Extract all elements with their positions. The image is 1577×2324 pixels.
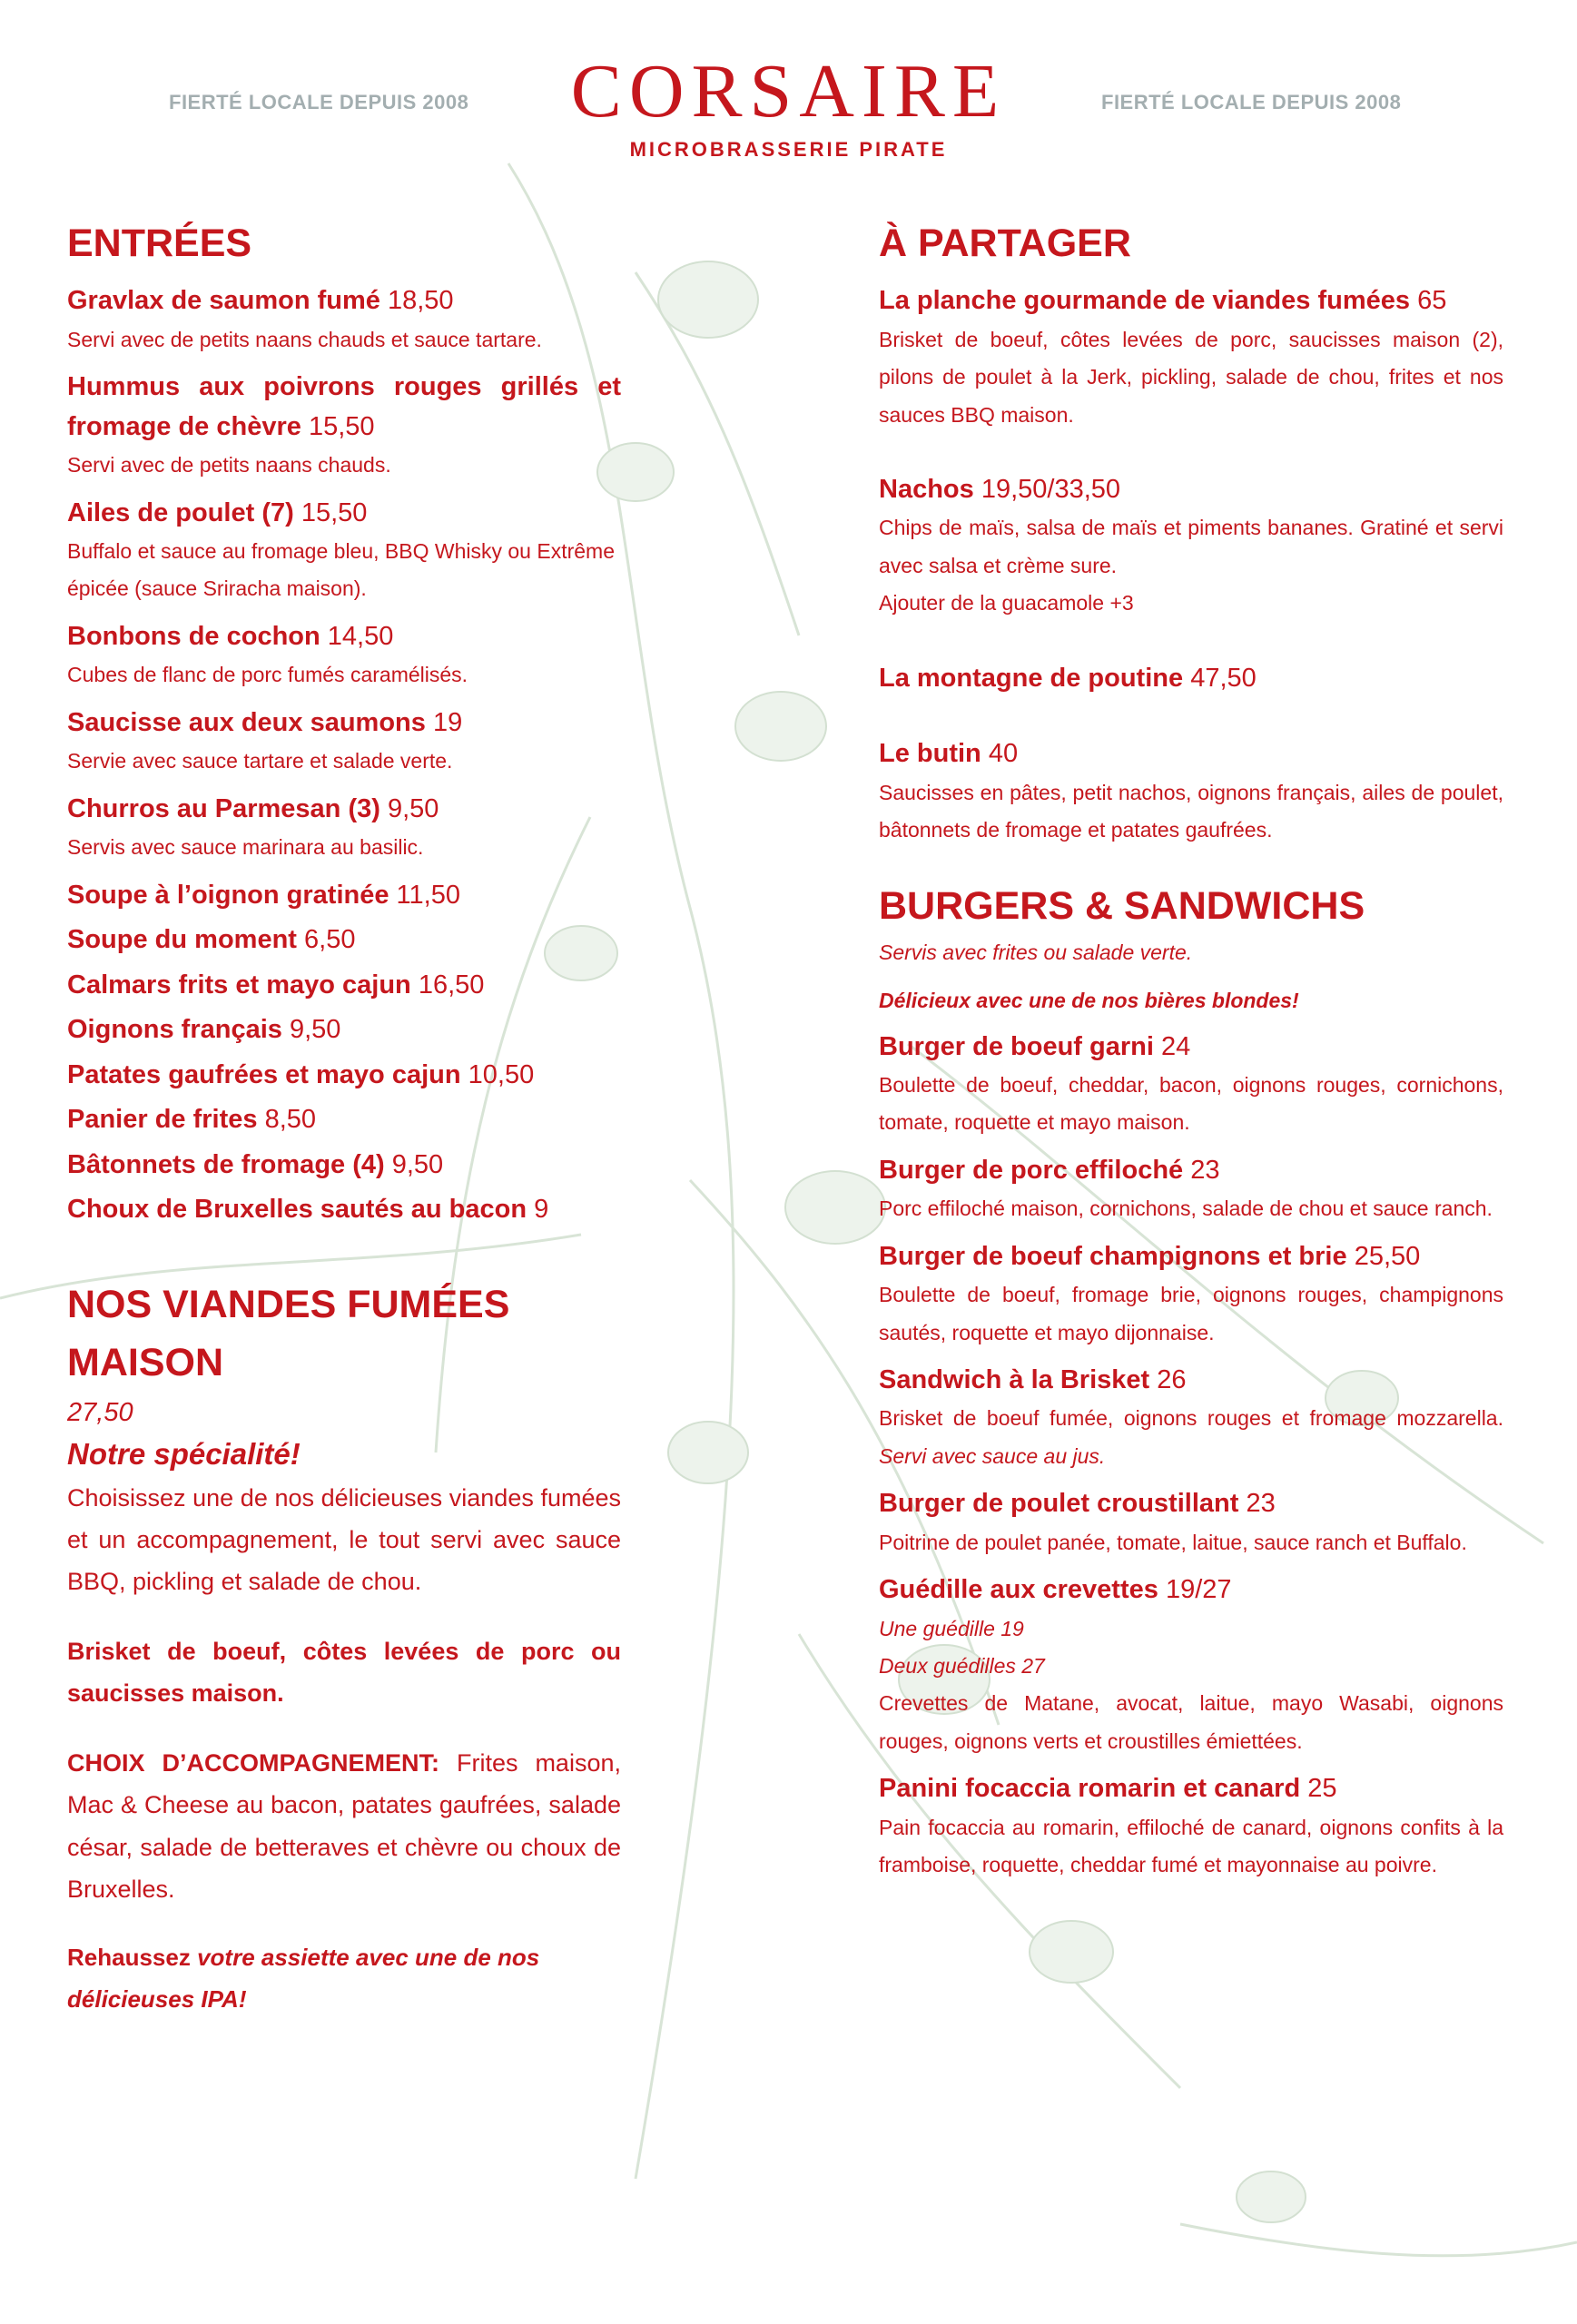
- item-description: Servi avec de petits naans chauds et sauce tartare.: [67, 327, 542, 351]
- item-name: Burger de porc effiloché: [879, 1155, 1184, 1185]
- item-description: Servie avec sauce tartare et salade verte.: [67, 749, 453, 773]
- item-price: 24: [1160, 1031, 1191, 1061]
- menu-item: [879, 1361, 1503, 1475]
- item-description: Boulette de boeuf, fromage brie, oignons rouges, champignons sautés, roquette et mayo dijonnaise.: [879, 1283, 1503, 1344]
- item-description: Crevettes de Matane, avocat, laitue, mayo Wasabi, oignons rouges, oignons verts et croustilles émiettées.: [879, 1691, 1503, 1753]
- item-price: 40: [988, 739, 1019, 769]
- item-price: 19/27: [1165, 1575, 1232, 1605]
- item-name: Choux de Bruxelles sautés au bacon: [67, 1195, 527, 1225]
- tagline-left: FIERTÉ LOCALE DEPUIS 2008: [169, 91, 469, 113]
- menu-item: [879, 1237, 1503, 1352]
- item-name: Bonbons de cochon: [67, 621, 320, 651]
- item-name: Soupe du moment: [67, 925, 297, 955]
- item-extra: Ajouter de la guacamole +3: [879, 591, 1134, 615]
- item-name: Guédille aux crevettes: [879, 1575, 1158, 1605]
- item-price: 19,50/33,50: [981, 474, 1121, 504]
- item-name: Burger de boeuf garni: [879, 1031, 1154, 1061]
- tagline-right: FIERTÉ LOCALE DEPUIS 2008: [1101, 91, 1402, 113]
- ipa-note-italic: votre assiette avec une de nos délicieuses IPA!: [67, 1944, 540, 2013]
- sides-text: Frites maison, Mac & Cheese au bacon, patates gaufrées, salade césar, salade de betteraves et chèvre ou choux de Bruxelles.: [67, 1748, 621, 1904]
- burgers-subtitle: Servis avec frites ou salade verte.: [879, 940, 1193, 964]
- menu-item: [67, 1146, 621, 1186]
- item-name: Calmars frits et mayo cajun: [67, 970, 411, 1000]
- menu-item: [879, 734, 1503, 849]
- menu-item: [67, 790, 621, 867]
- item-name: Le butin: [879, 739, 981, 769]
- item-price: 15,50: [308, 411, 375, 441]
- item-name: Burger de poulet croustillant: [879, 1489, 1239, 1519]
- item-price: 8,50: [264, 1105, 317, 1135]
- item-name: La montagne de poutine: [879, 663, 1184, 693]
- item-description: Boulette de boeuf, cheddar, bacon, oignons rouges, cornichons, tomate, roquette et mayo maison.: [879, 1073, 1503, 1135]
- item-description-italic: Servi avec sauce au jus.: [879, 1443, 1106, 1468]
- item-description: Buffalo et sauce au fromage bleu, BBQ Whisky ou Extrême épicée (sauce Sriracha maison).: [67, 539, 615, 601]
- viandes-description: Choisissez une de nos délicieuses viandes fumées et un accompagnement, le tout servi avec sauce BBQ, pickling et salade de chou.: [67, 1483, 621, 1596]
- item-name: Panier de frites: [67, 1105, 258, 1135]
- burgers-tagline: Délicieux avec une de nos bières blondes!: [879, 989, 1299, 1013]
- item-price: 23: [1246, 1489, 1276, 1519]
- item-option: Deux guédilles 27: [879, 1654, 1045, 1679]
- menu-item: [879, 1151, 1503, 1228]
- item-description: Brisket de boeuf, côtes levées de porc, saucisses maison (2), pilons de poulet à la Jerk, pickling, salade de chou, frites et nos sauces BBQ maison.: [879, 327, 1503, 427]
- menu-item: [67, 966, 621, 1006]
- item-description: Poitrine de poulet panée, tomate, laitue, sauce ranch et Buffalo.: [879, 1530, 1467, 1554]
- menu-item: [67, 281, 621, 359]
- section-title-entrees: ENTRÉES: [67, 222, 252, 265]
- item-description-text: Brisket de boeuf fumée, oignons rouges et fromage mozzarella.: [879, 1406, 1503, 1431]
- item-name: Oignons français: [67, 1015, 282, 1045]
- menu-item: [67, 921, 621, 960]
- brand-subtitle: MICROBRASSERIE PIRATE: [629, 138, 948, 161]
- menu-item: [67, 617, 621, 694]
- item-description: Saucisses en pâtes, petit nachos, oignons français, ailes de poulet, bâtonnets de fromage et patates gaufrées.: [879, 780, 1503, 842]
- item-name: Bâtonnets de fromage (4): [67, 1149, 385, 1179]
- item-price: 15,50: [301, 497, 368, 527]
- item-price: 6,50: [304, 925, 356, 955]
- menu-item: [879, 1769, 1503, 1884]
- item-price: 10,50: [468, 1059, 535, 1089]
- viandes-meats: Brisket de boeuf, côtes levées de porc ou saucisses maison.: [67, 1637, 621, 1708]
- right-column: [879, 222, 1503, 1893]
- menu-item: [879, 281, 1503, 434]
- menu-item: [67, 1190, 621, 1230]
- menu-item: [67, 494, 621, 608]
- menu-item: [879, 659, 1503, 699]
- item-price: 9,50: [387, 793, 439, 823]
- item-name: Patates gaufrées et mayo cajun: [67, 1059, 461, 1089]
- item-price: 9,50: [289, 1015, 341, 1045]
- specialty-heading: Notre spécialité!: [67, 1436, 301, 1471]
- item-description: [879, 1400, 1503, 1475]
- brand-logo: CORSAIRE: [570, 49, 1007, 133]
- menu-item: [67, 1010, 621, 1050]
- sides-paragraph: [67, 1742, 621, 1911]
- item-name: Soupe à l’oignon gratinée: [67, 880, 389, 910]
- menu-item: [67, 368, 621, 484]
- ipa-note-bold: Rehaussez: [67, 1944, 191, 1972]
- item-name: Ailes de poulet (7): [67, 497, 294, 527]
- item-name: Gravlax de saumon fumé: [67, 286, 380, 316]
- menu-item: [67, 1100, 621, 1140]
- item-name: Panini focaccia romarin et canard: [879, 1774, 1301, 1804]
- item-price: 9,50: [391, 1149, 444, 1179]
- item-description: Porc effiloché maison, cornichons, salade de chou et sauce ranch.: [879, 1196, 1493, 1221]
- item-description: Cubes de flanc de porc fumés caramélisés.: [67, 663, 468, 687]
- item-price: 18,50: [387, 286, 454, 316]
- menu-item: [879, 470, 1503, 623]
- left-column: [67, 222, 621, 2020]
- menu-item: [879, 1571, 1503, 1760]
- item-option: Une guédille 19: [879, 1616, 1024, 1640]
- item-price: 47,50: [1190, 663, 1257, 693]
- item-price: 25: [1307, 1774, 1337, 1804]
- item-price: 9: [534, 1195, 549, 1225]
- section-title-burgers: BURGERS & SANDWICHS: [879, 884, 1365, 929]
- item-price: 26: [1157, 1364, 1187, 1394]
- menu-item: [67, 1056, 621, 1096]
- item-name: Churros au Parmesan (3): [67, 793, 380, 823]
- item-description: Servi avec de petits naans chauds.: [67, 453, 391, 478]
- item-name: Saucisse aux deux saumons: [67, 707, 426, 737]
- item-price: 11,50: [396, 880, 460, 910]
- section-title-partager: À PARTAGER: [879, 222, 1131, 265]
- item-description: Servis avec sauce marinara au basilic.: [67, 835, 424, 860]
- section-title-viandes: NOS VIANDES FUMÉES MAISON: [67, 1282, 510, 1385]
- item-description: Chips de maïs, salsa de maïs et piments bananes. Gratiné et servi avec salsa et crème sure.: [879, 516, 1503, 577]
- menu-item: [67, 876, 621, 916]
- sides-label: CHOIX D’ACCOMPAGNEMENT:: [67, 1748, 439, 1777]
- item-price: 65: [1417, 286, 1447, 316]
- item-price: 14,50: [327, 621, 394, 651]
- menu-item: [879, 1484, 1503, 1561]
- menu-item: [67, 704, 621, 781]
- item-price: 19: [432, 707, 463, 737]
- item-description: Pain focaccia au romarin, effiloché de canard, oignons confits à la framboise, roquette, cheddar fumé et mayonnaise au poivre.: [879, 1815, 1503, 1877]
- item-price: 25,50: [1354, 1241, 1421, 1271]
- item-name: Burger de boeuf champignons et brie: [879, 1241, 1347, 1271]
- item-name: La planche gourmande de viandes fumées: [879, 286, 1410, 316]
- item-name: Nachos: [879, 474, 974, 504]
- ipa-note: [67, 1937, 621, 2020]
- viandes-price: 27,50: [67, 1397, 133, 1427]
- item-price: 16,50: [418, 970, 485, 1000]
- item-price: 23: [1190, 1155, 1220, 1185]
- item-name: Sandwich à la Brisket: [879, 1364, 1150, 1394]
- item-name: Hummus aux poivrons rouges grillés et fromage de chèvre: [67, 372, 621, 441]
- menu-item: [879, 1028, 1503, 1142]
